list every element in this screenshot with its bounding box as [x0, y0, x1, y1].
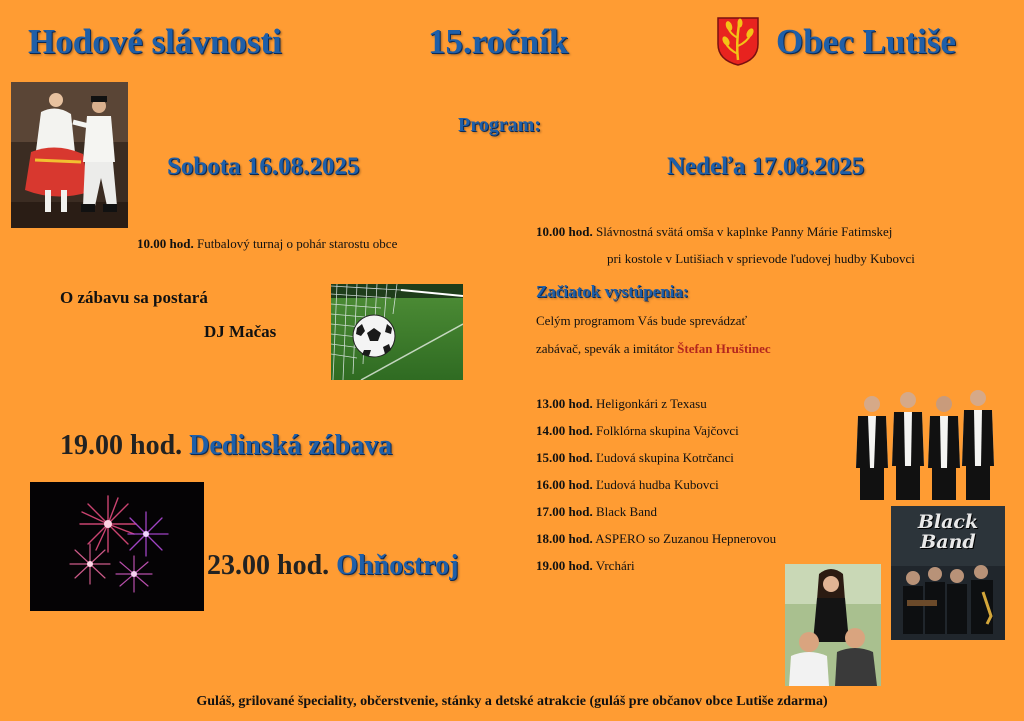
coat-of-arms-icon — [716, 16, 760, 66]
saturday-heading: Sobota 16.08.2025 — [167, 153, 360, 180]
footer-text: Guláš, grilované špeciality, občerstvenie, stánky a detské atrakcie (guláš pre občanov obce Lutiše zdarma) — [196, 694, 828, 709]
host-line-1: Celým programom Vás bude sprevádzať — [536, 313, 748, 328]
schedule-item — [536, 477, 776, 504]
schedule-time: 16.00 hod. — [536, 477, 593, 492]
fireworks-line — [207, 550, 459, 582]
schedule-name: Ľudová skupina Kotrčanci — [595, 450, 734, 465]
saturday-item-time: 10.00 hod. — [137, 236, 194, 251]
schedule-name: Folklórna skupina Vajčovci — [595, 423, 739, 438]
schedule-item — [536, 504, 776, 531]
fireworks-text: Ohňostroj — [336, 550, 459, 581]
fireworks-time: 23.00 hod. — [207, 550, 330, 581]
schedule-time: 17.00 hod. — [536, 504, 593, 519]
black-band-image — [891, 506, 1005, 640]
host-line-2-prefix: zabávač, spevák a imitátor — [536, 341, 674, 356]
dance-time: 19.00 hod. — [60, 430, 183, 461]
saturday-item-text: Futbalový turnaj o pohár starostu obce — [196, 236, 398, 251]
schedule-item — [536, 423, 776, 450]
program-heading: Program: — [458, 114, 541, 136]
host-line-2 — [536, 341, 771, 357]
event-title: Hodové slávnosti — [28, 22, 282, 61]
dj-line-1: O zábavu sa postará — [60, 288, 208, 307]
black-band-logo: Black Band — [917, 511, 979, 553]
aspero-image — [785, 564, 881, 686]
schedule-list — [536, 396, 776, 585]
folk-band-image — [850, 388, 1000, 500]
schedule-name: ASPERO so Zuzanou Hepnerovou — [595, 531, 777, 546]
schedule-item — [536, 450, 776, 477]
schedule-time: 19.00 hod. — [536, 558, 593, 573]
sunday-mass-text-2: pri kostole v Lutišiach v sprievode ľudovej hudby Kubovci — [607, 251, 915, 266]
village-name: Obec Lutiše — [776, 22, 956, 61]
host-name: Štefan Hruštinec — [677, 341, 771, 356]
sunday-mass-text-1: Slávnostná svätá omša v kaplnke Panny Márie Fatimskej — [595, 224, 893, 239]
schedule-name: Ľudová hudba Kubovci — [595, 477, 719, 492]
sunday-mass-line-1 — [536, 224, 892, 240]
schedule-time: 14.00 hod. — [536, 423, 593, 438]
dj-line-2: DJ Mačas — [204, 322, 277, 341]
schedule-name: Vrchári — [595, 558, 635, 573]
folk-dancers-image — [11, 82, 128, 228]
schedule-time: 18.00 hod. — [536, 531, 593, 546]
football-image — [331, 284, 463, 380]
schedule-item — [536, 396, 776, 423]
sunday-heading: Nedeľa 17.08.2025 — [667, 153, 865, 180]
schedule-time: 13.00 hod. — [536, 396, 593, 411]
schedule-name: Heligonkári z Texasu — [595, 396, 707, 411]
sunday-mass-time: 10.00 hod. — [536, 224, 593, 239]
edition-label: 15.ročník — [428, 22, 569, 61]
dance-line — [60, 430, 392, 462]
saturday-item-football — [137, 236, 397, 252]
fireworks-image — [30, 482, 204, 611]
schedule-name: Black Band — [595, 504, 657, 519]
dance-text: Dedinská zábava — [189, 430, 393, 461]
performances-heading: Začiatok vystúpenia: — [536, 282, 689, 301]
schedule-item — [536, 558, 776, 585]
schedule-item — [536, 531, 776, 558]
schedule-time: 15.00 hod. — [536, 450, 593, 465]
